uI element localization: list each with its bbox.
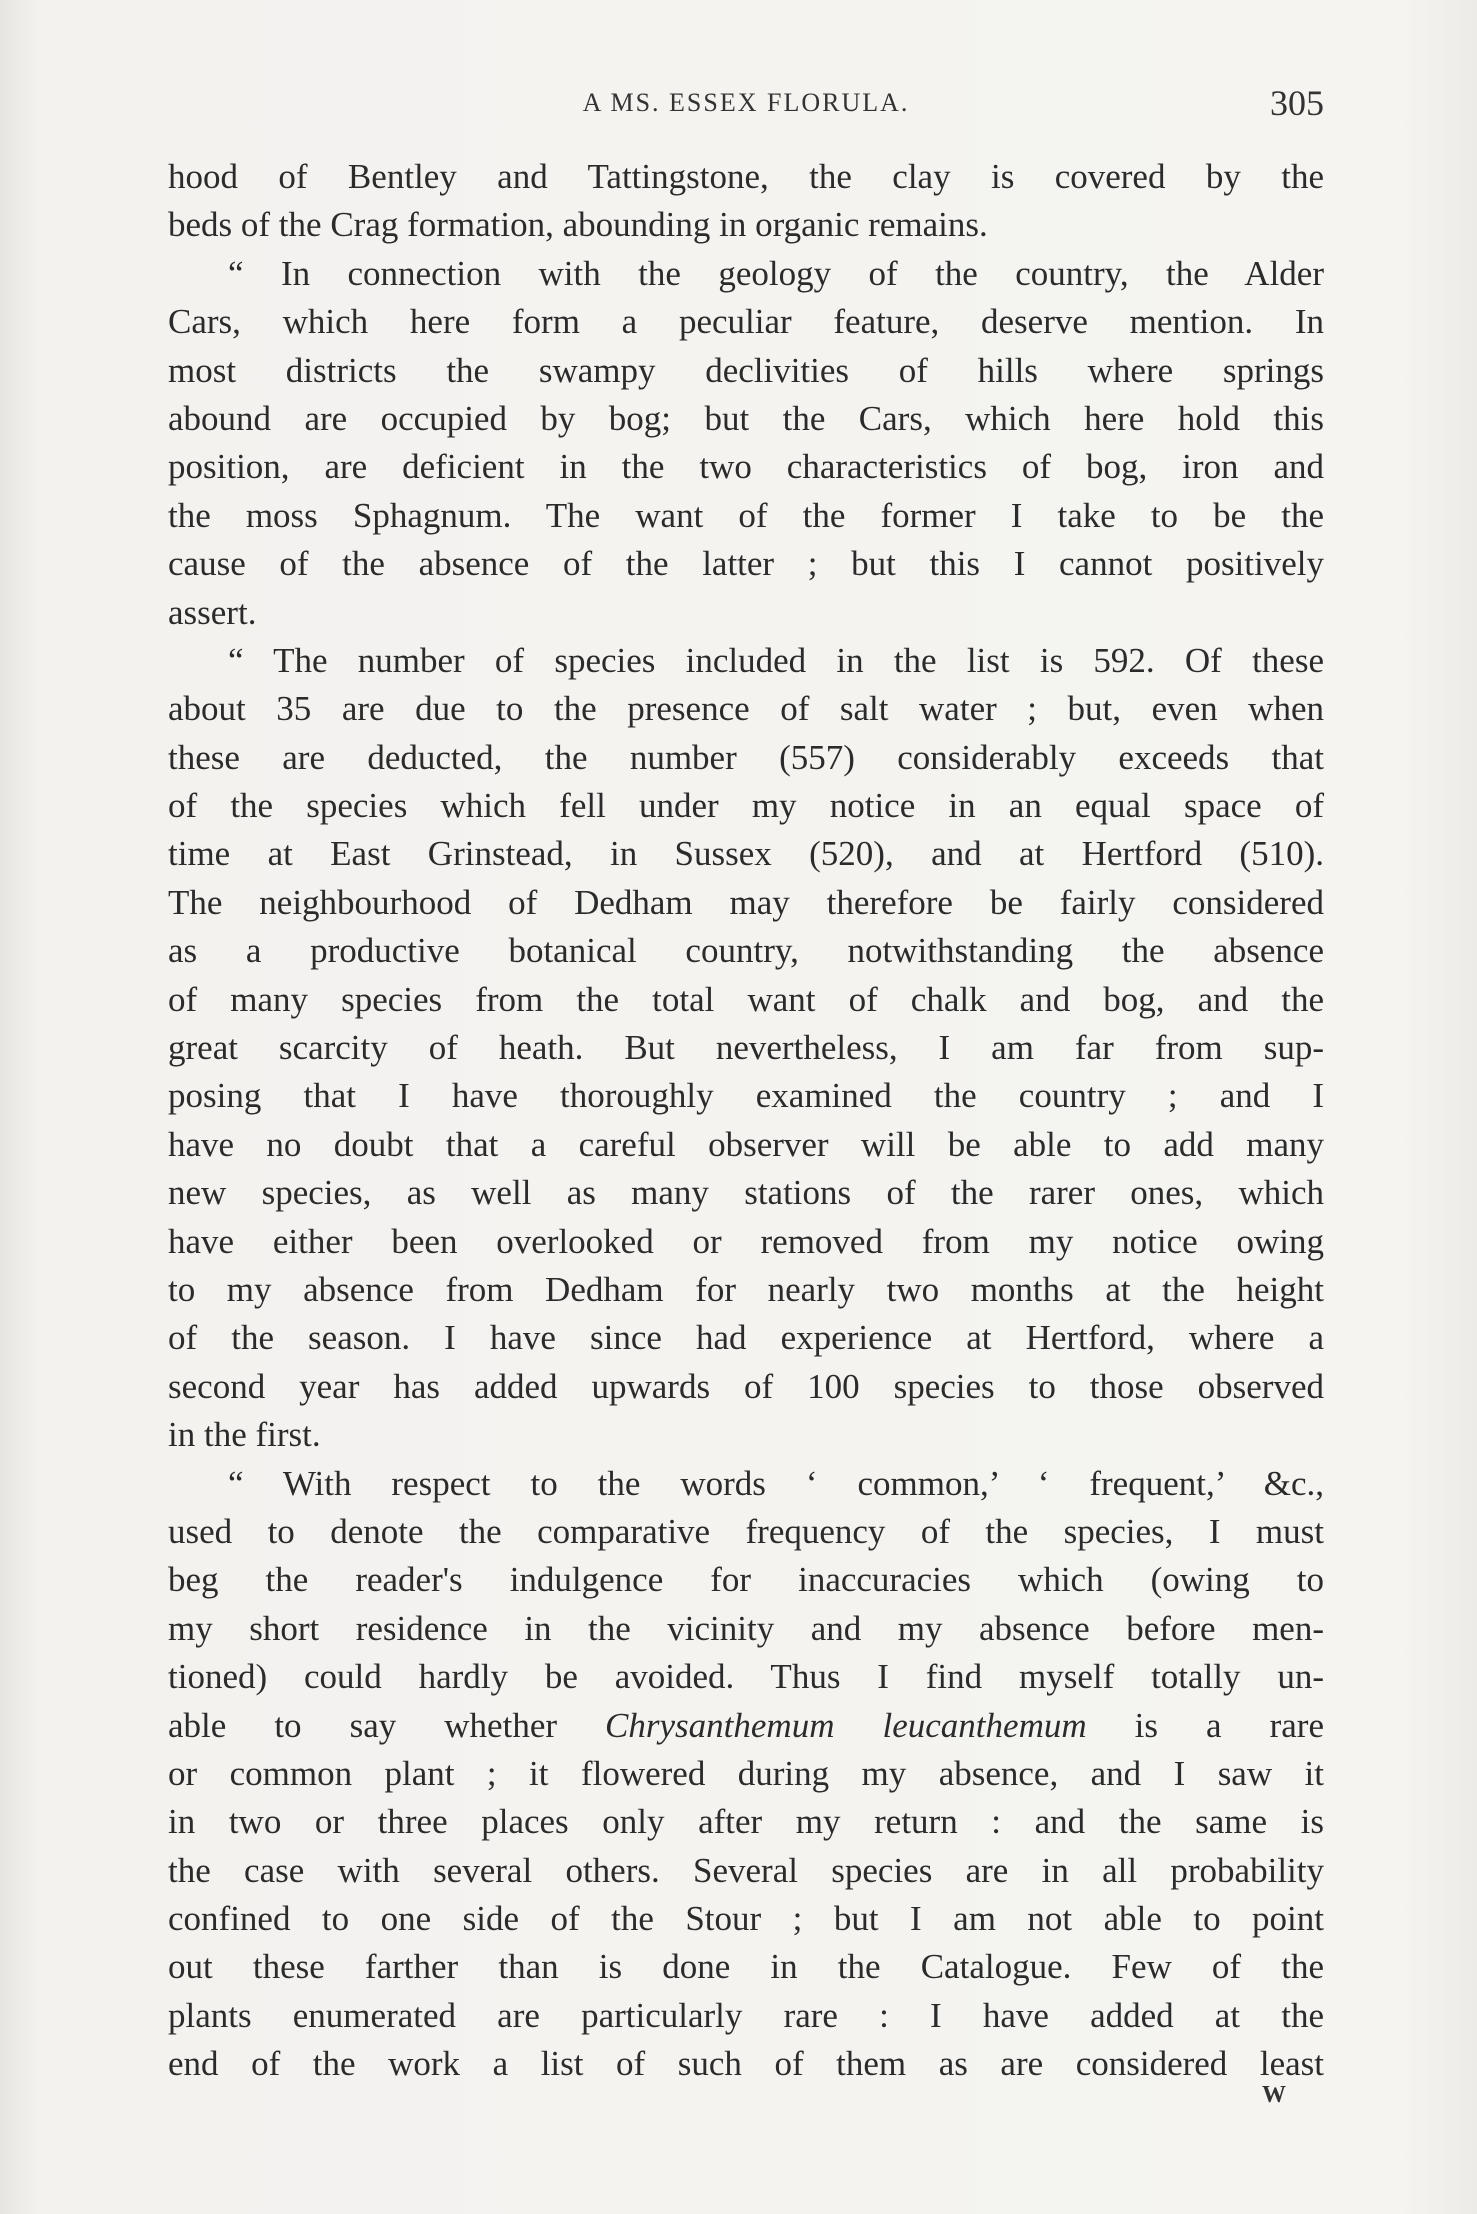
text-line: out these farther than is done in the Catalogue. Few of the (168, 1947, 1324, 1987)
text-line: posing that I have thoroughly examined the country ; and I (168, 1076, 1324, 1116)
text-line: beds of the Crag formation, abounding in organic remains. (168, 205, 988, 245)
text-line: abound are occupied by bog; but the Cars, which here hold this (168, 398, 1324, 438)
text-segment: is a rare (1086, 1705, 1324, 1745)
running-head: A MS. ESSEX FLORULA. (582, 88, 910, 117)
text-line: “ The number of species included in the list is 592. Of these (228, 640, 1324, 680)
text-line: beg the reader's indulgence for inaccuracies which (owing to (168, 1560, 1324, 1600)
page-number: 305 (1270, 83, 1324, 123)
text-segment: able to say whether (168, 1705, 606, 1745)
text-line: have either been overlooked or removed from my notice owing (168, 1221, 1324, 1261)
text-line: “ With respect to the words ‘ common,’ ‘ frequent,’ &c., (228, 1463, 1324, 1503)
body-text (168, 153, 1324, 2089)
text-line: my short residence in the vicinity and my absence before men- (168, 1608, 1324, 1648)
text-line: “ In connection with the geology of the country, the Alder (228, 253, 1324, 293)
text-line: assert. (168, 592, 257, 632)
text-line: The neighbourhood of Dedham may therefore be fairly considered (168, 882, 1324, 922)
text-line: great scarcity of heath. But nevertheless, I am far from sup- (168, 1028, 1324, 1068)
text-line: hood of Bentley and Tattingstone, the clay is covered by the (168, 157, 1324, 196)
text-line: in the first. (168, 1415, 321, 1455)
text-line: these are deducted, the number (557) considerably exceeds that (168, 737, 1324, 777)
text-line: about 35 are due to the presence of salt water ; but, even when (168, 689, 1324, 729)
signature-mark: W (1262, 2082, 1286, 2108)
text-line: end of the work a list of such of them as are considered least (168, 2044, 1324, 2084)
text-line: second year has added upwards of 100 species to those observed (168, 1366, 1324, 1406)
text-line: time at East Grinstead, in Sussex (520), and at Hertford (510). (168, 834, 1324, 874)
text-line (168, 1702, 1324, 1750)
text-line: the case with several others. Several species are in all probability (168, 1850, 1324, 1890)
text-line: or common plant ; it flowered during my absence, and I saw it (168, 1753, 1324, 1793)
text-line: Cars, which here form a peculiar feature, deserve mention. In (168, 302, 1324, 342)
text-line: of the species which fell under my notice in an equal space of (168, 786, 1324, 826)
page-header (168, 82, 1324, 132)
text-line: used to denote the comparative frequency of the species, I must (168, 1511, 1324, 1551)
species-name: Chrysanthemum leucanthemum (605, 1705, 1087, 1745)
text-line: to my absence from Dedham for nearly two months at the height (168, 1269, 1324, 1309)
text-line: of the season. I have since had experience at Hertford, where a (168, 1318, 1324, 1358)
text-line: confined to one side of the Stour ; but I am not able to point (168, 1899, 1324, 1939)
text-line: tioned) could hardly be avoided. Thus I find myself totally un- (168, 1657, 1324, 1697)
text-line: in two or three places only after my return : and the same is (168, 1802, 1324, 1842)
text-line: position, are deficient in the two characteristics of bog, iron and (168, 447, 1324, 487)
text-line: most districts the swampy declivities of hills where springs (168, 350, 1324, 390)
text-line: as a productive botanical country, notwithstanding the absence (168, 931, 1324, 971)
text-line: new species, as well as many stations of the rarer ones, which (168, 1173, 1324, 1213)
text-line: cause of the absence of the latter ; but this I cannot positively (168, 544, 1324, 584)
text-line: plants enumerated are particularly rare : I have added at the (168, 1995, 1324, 2035)
text-line: the moss Sphagnum. The want of the former I take to be the (168, 495, 1324, 535)
text-line: of many species from the total want of chalk and bog, and the (168, 979, 1324, 1019)
text-line: have no doubt that a careful observer will be able to add many (168, 1124, 1324, 1164)
